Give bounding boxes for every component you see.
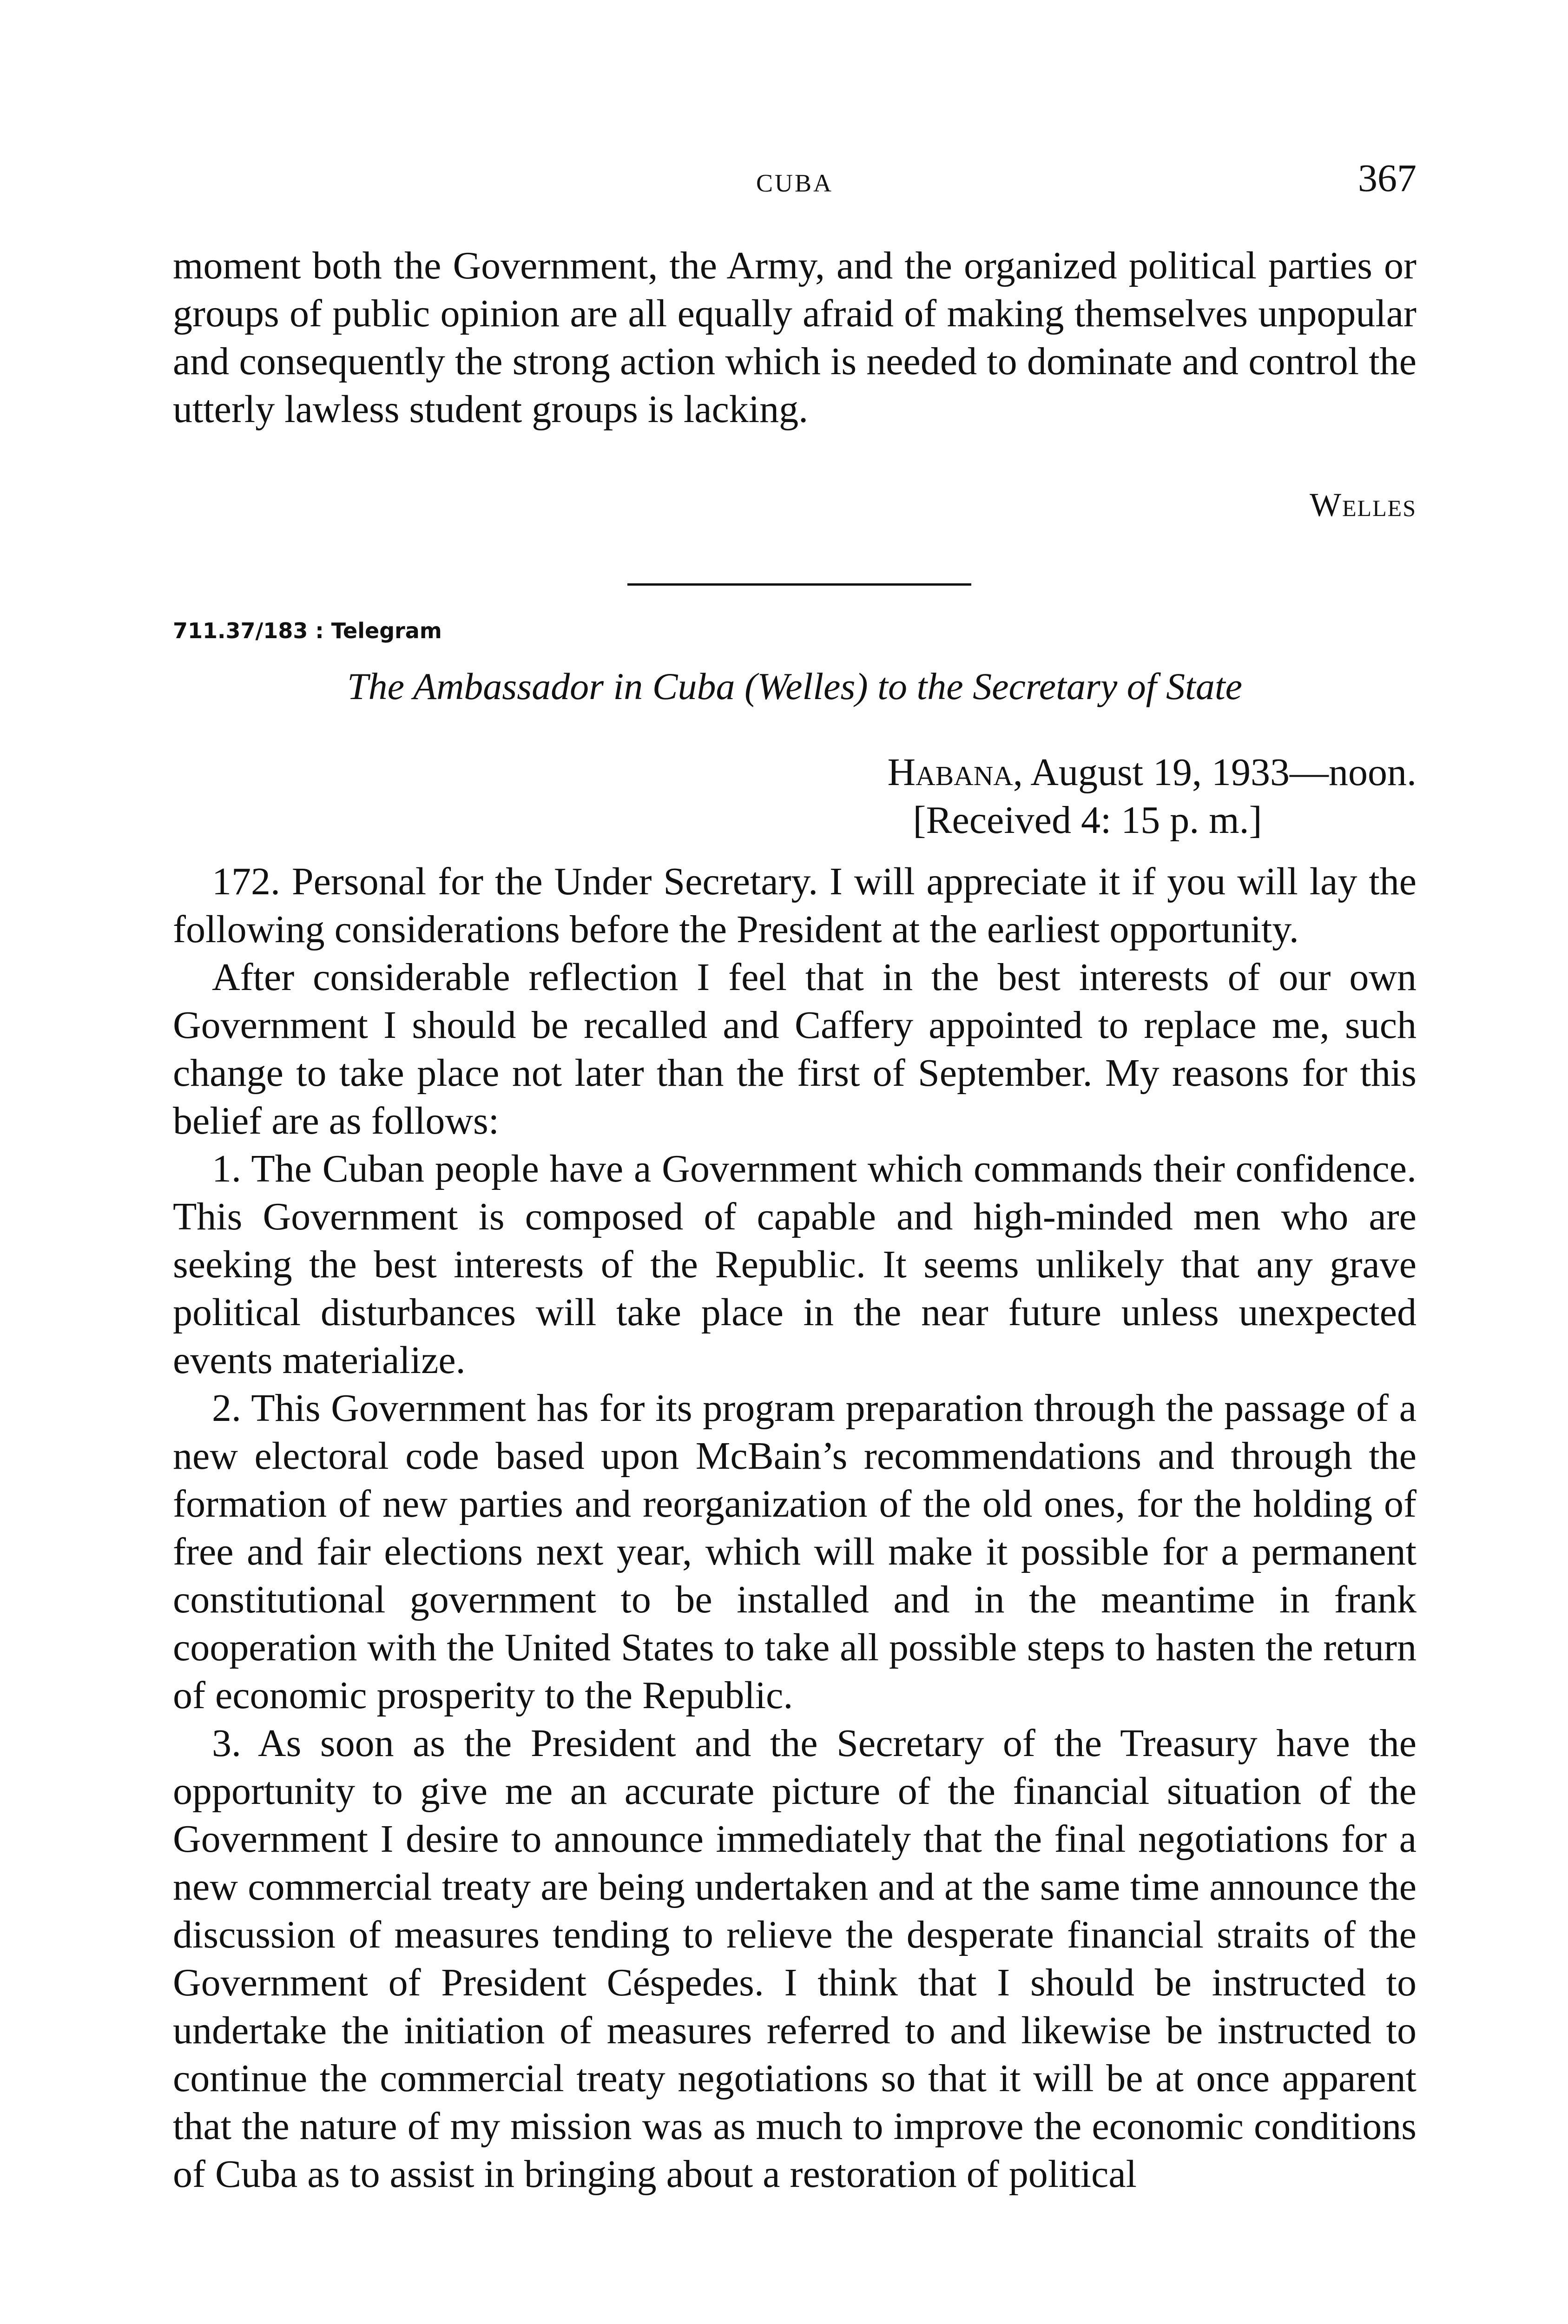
telegram-body: [173, 858, 1416, 2198]
page-number: 367: [1358, 157, 1416, 200]
body-paragraph: 172. Personal for the Under Secretary. I will appreciate it if you will lay the following considerations before the President at the earliest opportunity.: [173, 860, 1416, 951]
body-paragraph: 2. This Government has for its program preparation through the passage of a new electoral code based upon McBain’s recommendations and through the formation of new parties and reorganization of the old ones, for the holding of free and fair elections next year, which will make it possible for a permanent constitutional government to be installed and in the meantime in frank cooperation with the United States to take all possible steps to hasten the return of economic prosperity to the Republic.: [173, 1386, 1416, 1717]
signature: Welles: [1310, 486, 1416, 523]
dateline-date: August 19, 1933—noon.: [1030, 751, 1416, 794]
running-head: CUBA: [756, 169, 834, 197]
body-paragraph: After considerable reflection I feel that in the best interests of our own Government I should be recalled and Caffery appointed to replace me, such change to take place not later than the first of September. My reasons for this belief are as follows:: [173, 956, 1416, 1142]
body-paragraph: 3. As soon as the President and the Secretary of the Treasury have the opportunity to give me an accurate picture of the financial situation of the Government I desire to announce immediately that the final negotiations for a new commercial treaty are being undertaken and at the same time announce the discussion of measures tending to relieve the desperate financial straits of the Government of President Céspedes. I think that I should be instructed to undertake the initiation of measures referred to and likewise be instructed to continue the commercial treaty negotiations so that it will be at once apparent that the nature of my mission was as much to improve the economic conditions of Cuba as to assist in bringing about a restoration of political: [173, 1722, 1416, 2196]
page-header: [173, 156, 1416, 207]
dateline-place: Habana,: [887, 751, 1023, 794]
continuation-block: [173, 242, 1416, 433]
section-divider: [627, 583, 971, 586]
dateline: [887, 748, 1416, 844]
dateline-received: [Received 4: 15 p. m.]: [913, 799, 1262, 842]
file-reference: 711.37/183 : Telegram: [173, 618, 442, 643]
body-paragraph: 1. The Cuban people have a Government which commands their confidence. This Government is composed of capable and high-minded men who are seeking the best interests of the Republic. It seems unlikely that any grave political disturbances will take place in the near future unless unexpected events materialize.: [173, 1147, 1416, 1382]
continuation-paragraph: moment both the Government, the Army, and the organized political parties or groups of public opinion are all equally afraid of making themselves unpopular and consequently the strong action which is needed to dominate and control the utterly lawless student groups is lacking.: [173, 244, 1416, 431]
document-title: The Ambassador in Cuba (Welles) to the Secretary of State: [347, 665, 1243, 707]
dateline-place-date: [887, 748, 1416, 796]
